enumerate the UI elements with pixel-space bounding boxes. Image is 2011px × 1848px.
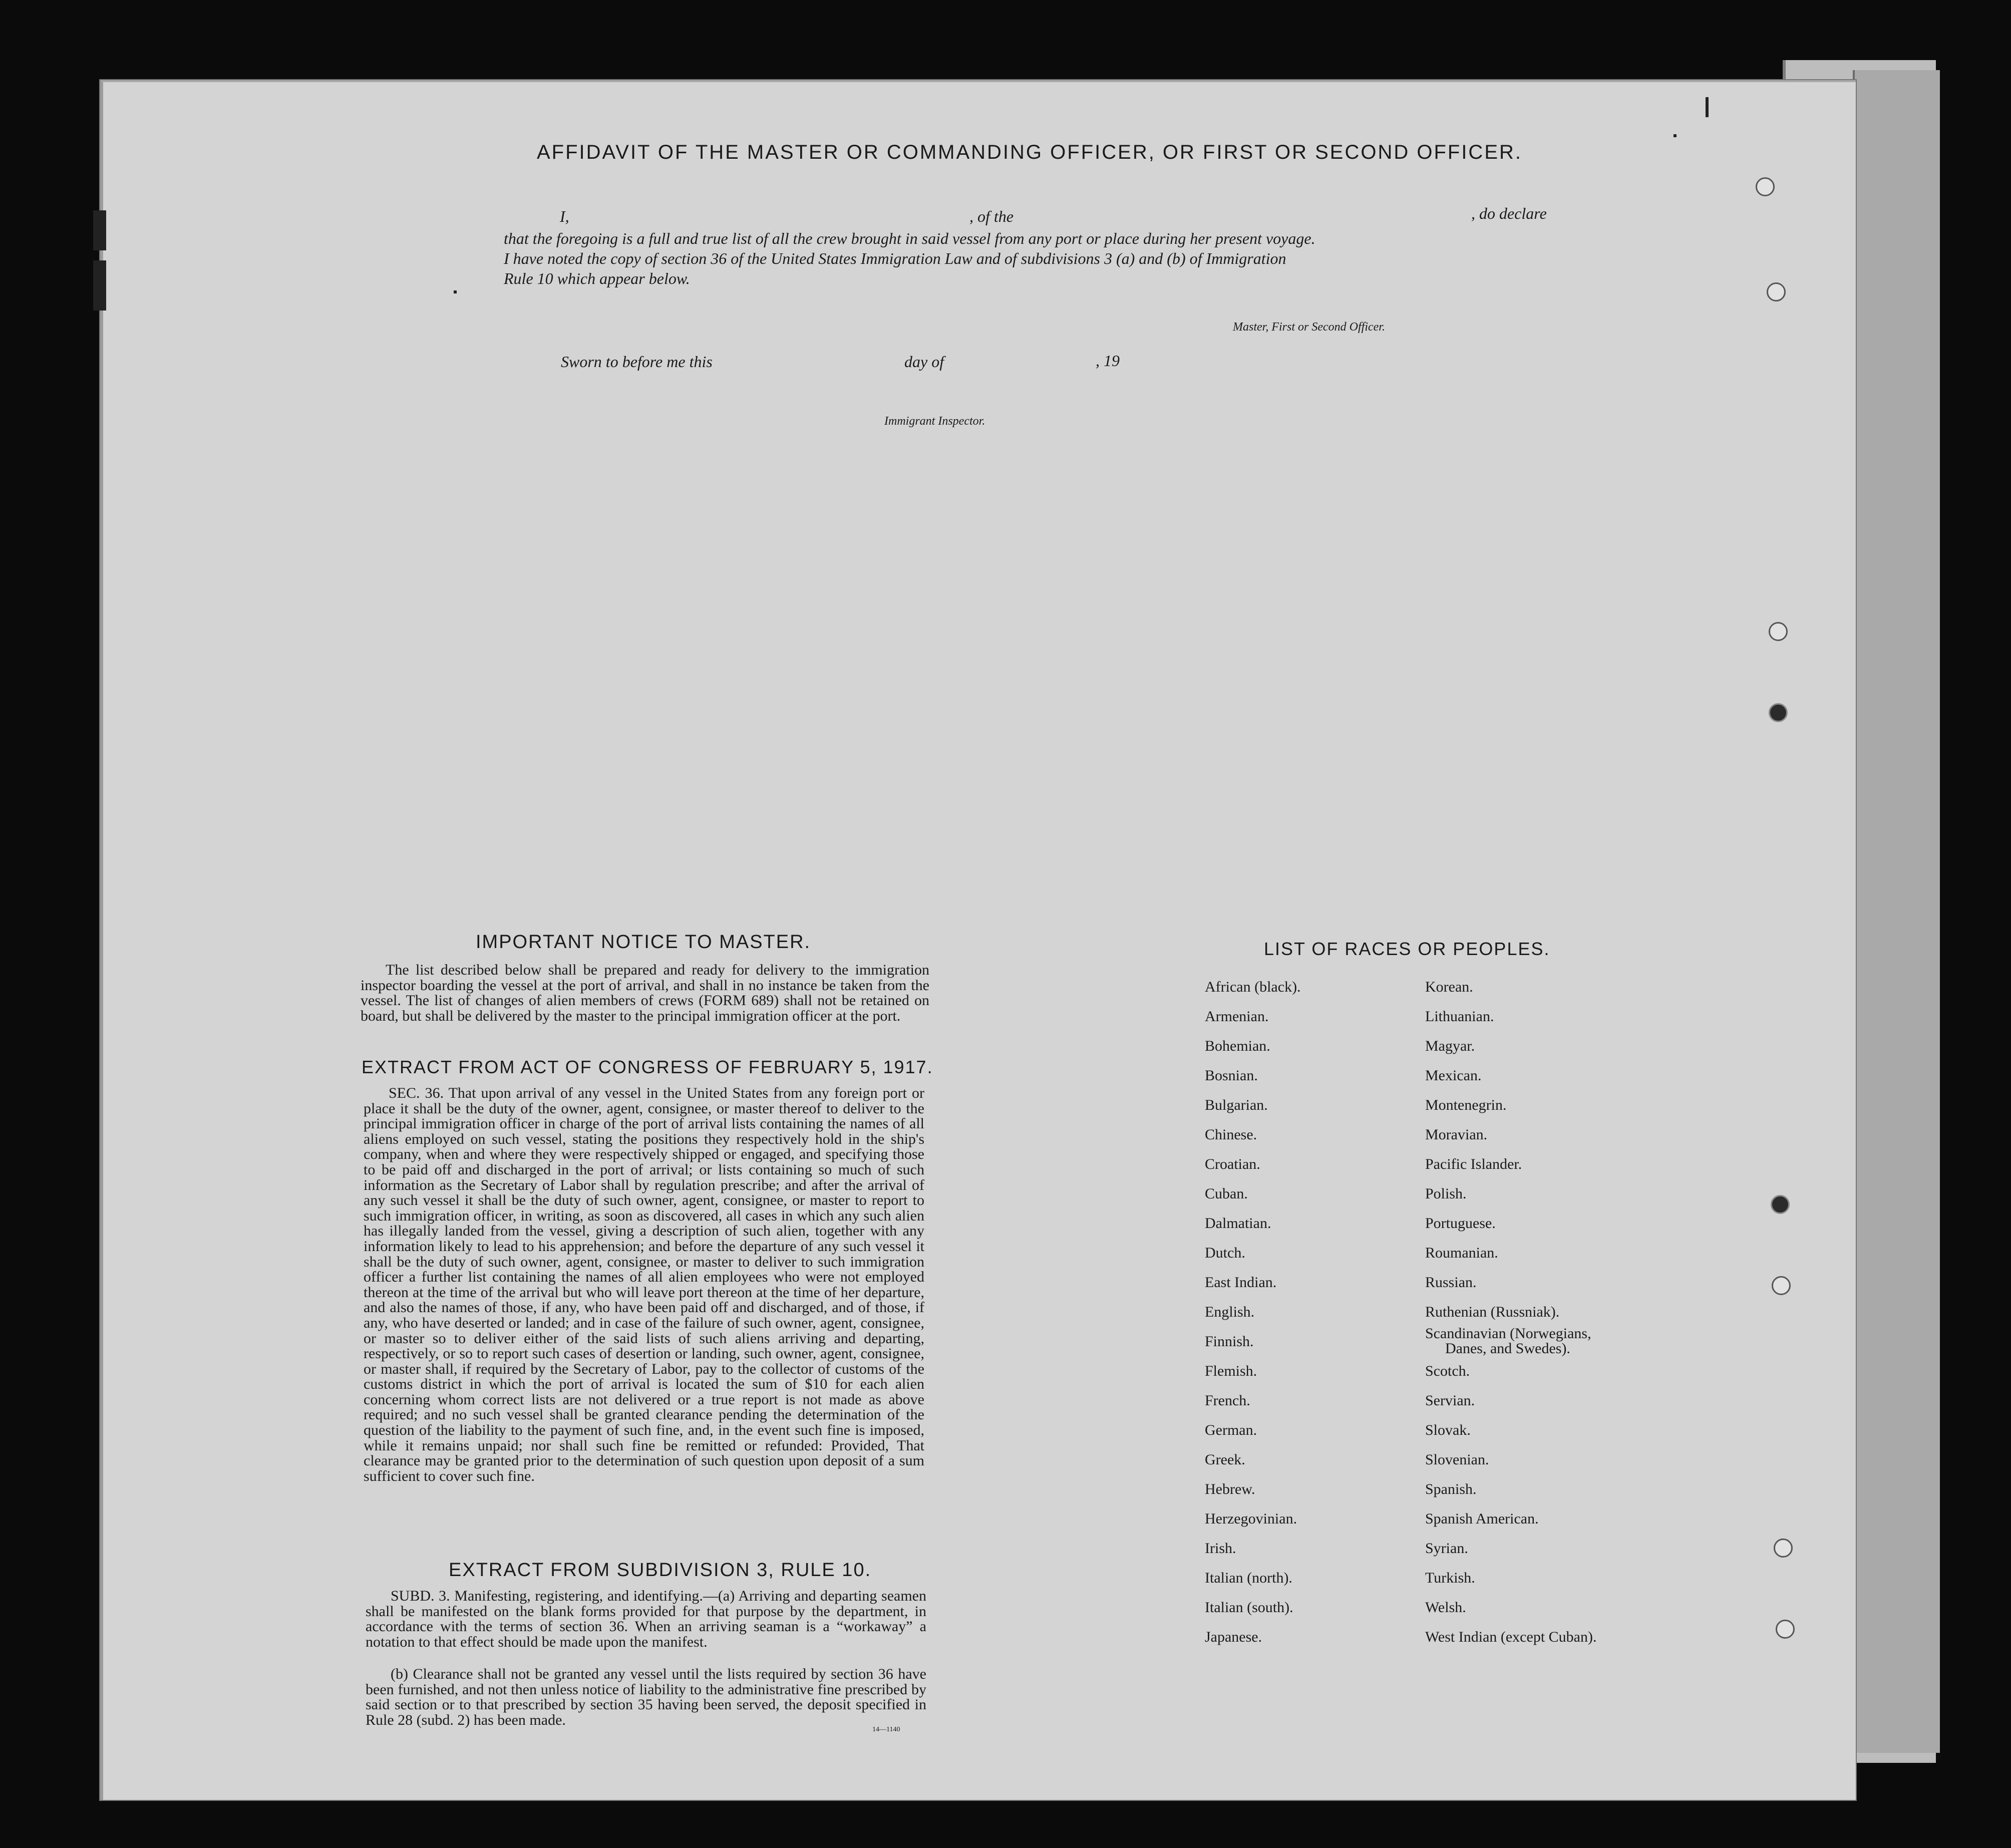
race-item: Dalmatian. xyxy=(1205,1215,1271,1231)
race-item: Herzegovinian. xyxy=(1205,1510,1297,1527)
race-item: Polish. xyxy=(1425,1185,1467,1202)
race-item: Italian (north). xyxy=(1205,1570,1292,1586)
race-item: Scotch. xyxy=(1425,1363,1470,1379)
race-item: Finnish. xyxy=(1205,1333,1254,1350)
affidavit-line-2: that the foregoing is a full and true list of all the crew brought in said vessel from any port or place during her present voyage. xyxy=(504,229,1315,247)
ink-mark xyxy=(1706,97,1709,117)
race-item: Portuguese. xyxy=(1425,1215,1496,1231)
year-label: , 19 xyxy=(1096,352,1120,370)
race-item: Greek. xyxy=(1205,1451,1245,1468)
race-item: Pacific Islander. xyxy=(1425,1156,1522,1172)
act-extract-title: EXTRACT FROM ACT OF CONGRESS OF FEBRUARY 5, 1917. xyxy=(362,1057,933,1077)
race-item: Slovak. xyxy=(1425,1422,1471,1438)
race-item: Lithuanian. xyxy=(1425,1008,1494,1025)
race-item: African (black). xyxy=(1205,979,1301,995)
document-page xyxy=(100,80,1856,1800)
race-item: Syrian. xyxy=(1425,1540,1468,1557)
race-item: Korean. xyxy=(1425,979,1473,995)
binding-hole xyxy=(1767,282,1786,301)
race-item: Turkish. xyxy=(1425,1570,1475,1586)
race-item: Spanish American. xyxy=(1425,1510,1539,1527)
race-item: Moravian. xyxy=(1425,1126,1488,1143)
race-item: Slovenian. xyxy=(1425,1451,1489,1468)
race-item: West Indian (except Cuban). xyxy=(1425,1629,1597,1645)
race-item: Bulgarian. xyxy=(1205,1097,1268,1113)
race-item: Croatian. xyxy=(1205,1156,1260,1172)
inspector-label: Immigrant Inspector. xyxy=(884,415,985,428)
race-item: English. xyxy=(1205,1304,1255,1320)
race-item: Armenian. xyxy=(1205,1008,1269,1025)
race-item: Japanese. xyxy=(1205,1629,1262,1645)
affidavit-do-declare: , do declare xyxy=(1471,204,1547,222)
affidavit-line-4: Rule 10 which appear below. xyxy=(504,269,690,287)
rule-extract-title: EXTRACT FROM SUBDIVISION 3, RULE 10. xyxy=(449,1560,872,1581)
binding-hole xyxy=(1772,1276,1791,1295)
binding-hole xyxy=(1776,1620,1795,1639)
race-item: Danes, and Swedes). xyxy=(1445,1340,1570,1357)
affidavit-line-3: I have noted the copy of section 36 of the United States Immigration Law and of subdivisions 3 (a) and (b) of Immigration xyxy=(504,249,1286,267)
race-item: Dutch. xyxy=(1205,1245,1245,1261)
race-item: Flemish. xyxy=(1205,1363,1257,1379)
notice-title: IMPORTANT NOTICE TO MASTER. xyxy=(476,932,811,953)
edge-tab xyxy=(93,210,106,250)
race-item: Roumanian. xyxy=(1425,1245,1498,1261)
binding-hole xyxy=(1769,703,1788,722)
race-item: Russian. xyxy=(1425,1274,1477,1291)
binding-hole xyxy=(1774,1538,1793,1558)
binding-hole xyxy=(1756,177,1775,196)
race-item: Servian. xyxy=(1425,1392,1475,1409)
race-item: Magyar. xyxy=(1425,1038,1475,1054)
day-of-label: day of xyxy=(904,353,944,371)
ink-mark xyxy=(1673,134,1677,137)
form-number: 14—1140 xyxy=(872,1726,900,1733)
race-item: Bosnian. xyxy=(1205,1067,1258,1084)
race-item: Chinese. xyxy=(1205,1126,1257,1143)
race-item: Hebrew. xyxy=(1205,1481,1255,1497)
notice-text: The list described below shall be prepared and ready for delivery to the immigration inspector boarding the vessel at the port of arrival, and shall in no instance be taken from the vessel. The list of changes of alien members of crews (FORM 689) shall not be retained on board, but shall be delivered by the master to the principal immigration officer at the port. xyxy=(361,962,929,1024)
rule-extract-text-b: (b) Clearance shall not be granted any vessel until the lists required by section 36 have been furnished, and not then unless notice of liability to the administrative fine prescribed by said section or to that prescribed by section 35 having been served, the deposit specified in Rule 28 (subd. 2) has been made. xyxy=(366,1666,926,1728)
race-item: East Indian. xyxy=(1205,1274,1277,1291)
race-item: Irish. xyxy=(1205,1540,1236,1557)
rule-extract-text-a: SUBD. 3. Manifesting, registering, and identifying.—(a) Arriving and departing seamen shall be manifested on the blank forms provided for that purpose by the department, in accordance with the terms of section 36. When an arriving seaman is a “workaway” a notation to that effect should be made upon the manifest. xyxy=(366,1588,926,1650)
binding-hole xyxy=(1771,1195,1790,1214)
race-item: Ruthenian (Russniak). xyxy=(1425,1304,1560,1320)
ink-mark xyxy=(454,290,457,293)
race-item: Scandinavian (Norwegians, xyxy=(1425,1325,1591,1342)
race-item: Spanish. xyxy=(1425,1481,1477,1497)
race-item: Cuban. xyxy=(1205,1185,1248,1202)
race-item: Welsh. xyxy=(1425,1599,1466,1616)
affidavit-i: I, xyxy=(560,207,569,225)
race-item: German. xyxy=(1205,1422,1257,1438)
race-item: Bohemian. xyxy=(1205,1038,1270,1054)
background-sheet xyxy=(1853,70,1940,1753)
affidavit-of-the: , of the xyxy=(969,207,1014,225)
sworn-label: Sworn to before me this xyxy=(561,353,713,371)
affidavit-title: AFFIDAVIT OF THE MASTER OR COMMANDING OFFICER, OR FIRST OR SECOND OFFICER. xyxy=(537,141,1522,163)
race-item: Montenegrin. xyxy=(1425,1097,1507,1113)
race-item: Italian (south). xyxy=(1205,1599,1293,1616)
races-title: LIST OF RACES OR PEOPLES. xyxy=(1264,939,1550,959)
edge-tab xyxy=(93,260,106,311)
race-item: French. xyxy=(1205,1392,1250,1409)
race-item: Mexican. xyxy=(1425,1067,1482,1084)
master-signature-label: Master, First or Second Officer. xyxy=(1233,321,1385,334)
act-extract-text: SEC. 36. That upon arrival of any vessel in the United States from any foreign port or place it shall be the duty of the owner, agent, consignee, or master thereof to deliver to the principal immigration officer in charge of the port of arrival lists containing the names of all aliens employed on such vessel, stating the positions they respectively hold in the ship's company, when and where they were respectively shipped or engaged, and specifying those to be paid off and discharged in the port of arrival; or lists containing so much of such information as the Secretary of Labor shall by regulation prescribe; and after the arrival of any such vessel it shall be the duty of such owner, agent, consignee, or master to report to such immigration officer, in writing, as soon as discovered, all cases in which any such alien has illegally landed from the vessel, giving a description of such alien, together with any information likely to lead to his apprehension; and before the departure of any such vessel it shall be the duty of such owner, agent, consignee, or master to deliver to such immigration officer a further list containing the names of all alien employees who were not employed thereon at the time of the arrival but who will leave port thereon at the time of her departure, and also the names of those, if any, who have been paid off and discharged, and of those, if any, who have deserted or landed; and in case of the failure of such owner, agent, consignee, or master so to deliver either of the said lists of such aliens arriving and departing, respectively, or so to report such cases of desertion or landing, such owner, agent, consignee, or master shall, if required by the Secretary of Labor, pay to the collector of customs of the customs district in which the port of arrival is located the sum of $10 for each alien concerning whom correct lists are not delivered or a true report is not made as above required; and no such vessel shall be granted clearance pending the determination of the question of the liability to the payment of such fine, and, in the event such fine is imposed, while it remains unpaid; nor shall such fine be remitted or refunded: Provided, That clearance may be granted prior to the determination of such question upon deposit of a sum sufficient to cover such fine. xyxy=(364,1085,924,1484)
binding-hole xyxy=(1769,622,1788,641)
